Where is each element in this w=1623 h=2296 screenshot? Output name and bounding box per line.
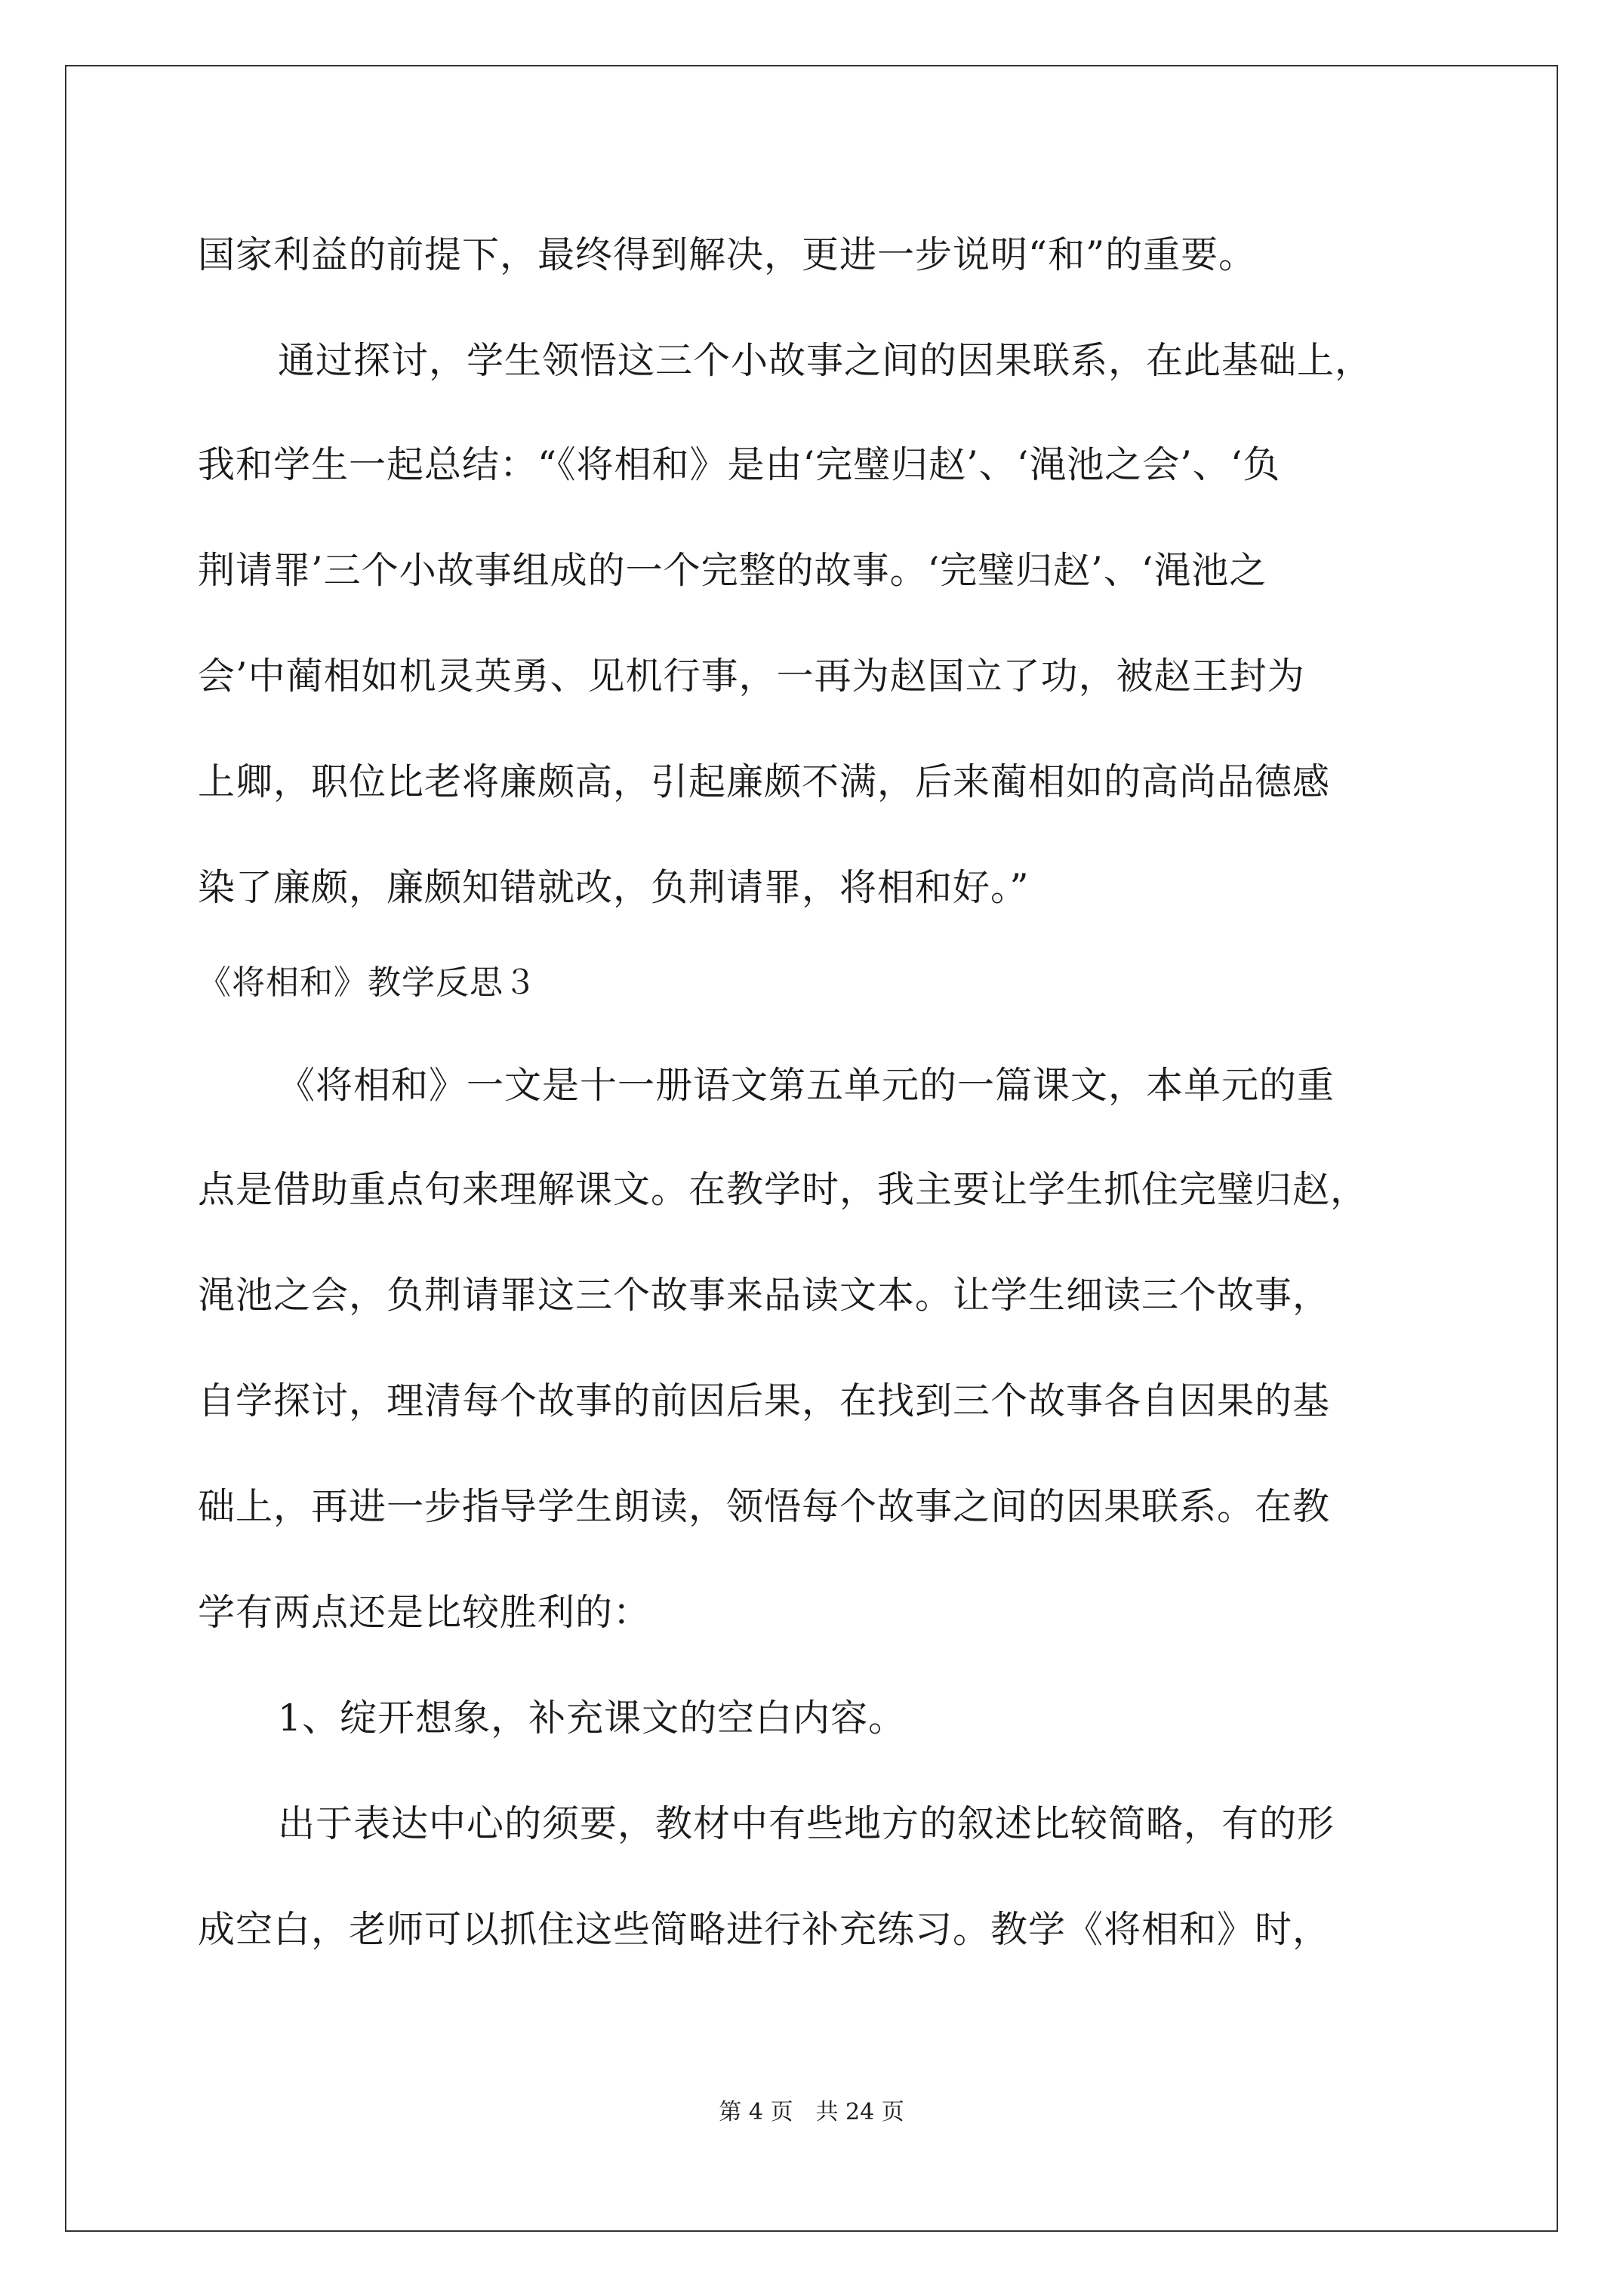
section-heading: 《将相和》教学反思３ <box>198 963 537 1002</box>
paragraph-5-line-1: 出于表达中心的须要，教材中有些地方的叙述比较简略，有的形 <box>278 1802 1335 1845</box>
paragraph-2-line-4: 会’中蔺相如机灵英勇、见机行事，一再为赵国立了功，被赵王封为 <box>198 655 1305 698</box>
paragraph-2-line-1: 通过探讨，学生领悟这三个小故事之间的因果联系，在此基础上， <box>278 339 1373 382</box>
paragraph-3-line-4: 自学探讨，理清每个故事的前因后果，在找到三个故事各自因果的基 <box>198 1379 1331 1422</box>
paragraph-2-line-3: 荆请罪’三个小故事组成的一个完整的故事。‘完璧归赵’、‘渑池之 <box>198 549 1267 592</box>
paragraph-2-line-5: 上卿，职位比老将廉颇高，引起廉颇不满，后来蔺相如的高尚品德感 <box>198 760 1331 803</box>
paragraph-3-line-6: 学有两点还是比较胜利的： <box>198 1591 651 1634</box>
paragraph-3-line-1: 《将相和》一文是十一册语文第五单元的一篇课文，本单元的重 <box>278 1064 1335 1107</box>
page-number-footer: 第 4 页 共 24 页 <box>719 2099 904 2125</box>
paragraph-5-line-2: 成空白，老师可以抓住这些简略进行补充练习。教学《将相和》时， <box>198 1908 1331 1951</box>
paragraph-3-line-3: 渑池之会，负荆请罪这三个故事来品读文本。让学生细读三个故事， <box>198 1274 1331 1317</box>
paragraph-1-line-1: 国家利益的前提下，最终得到解决，更进一步说明“和”的重要。 <box>198 233 1257 276</box>
paragraph-3-line-5: 础上，再进一步指导学生朗读，领悟每个故事之间的因果联系。在教 <box>198 1485 1331 1528</box>
paragraph-3-line-2: 点是借助重点句来理解课文。在教学时，我主要让学生抓住完璧归赵， <box>198 1168 1369 1211</box>
paragraph-2-line-6: 染了廉颇，廉颇知错就改，负荆请罪，将相和好。” <box>198 866 1030 909</box>
paragraph-4-line-1: 1、绽开想象，补充课文的空白内容。 <box>278 1697 907 1740</box>
paragraph-2-line-2: 我和学生一起总结：“《将相和》是由‘完璧归赵’、‘渑池之会’、‘负 <box>198 443 1281 486</box>
